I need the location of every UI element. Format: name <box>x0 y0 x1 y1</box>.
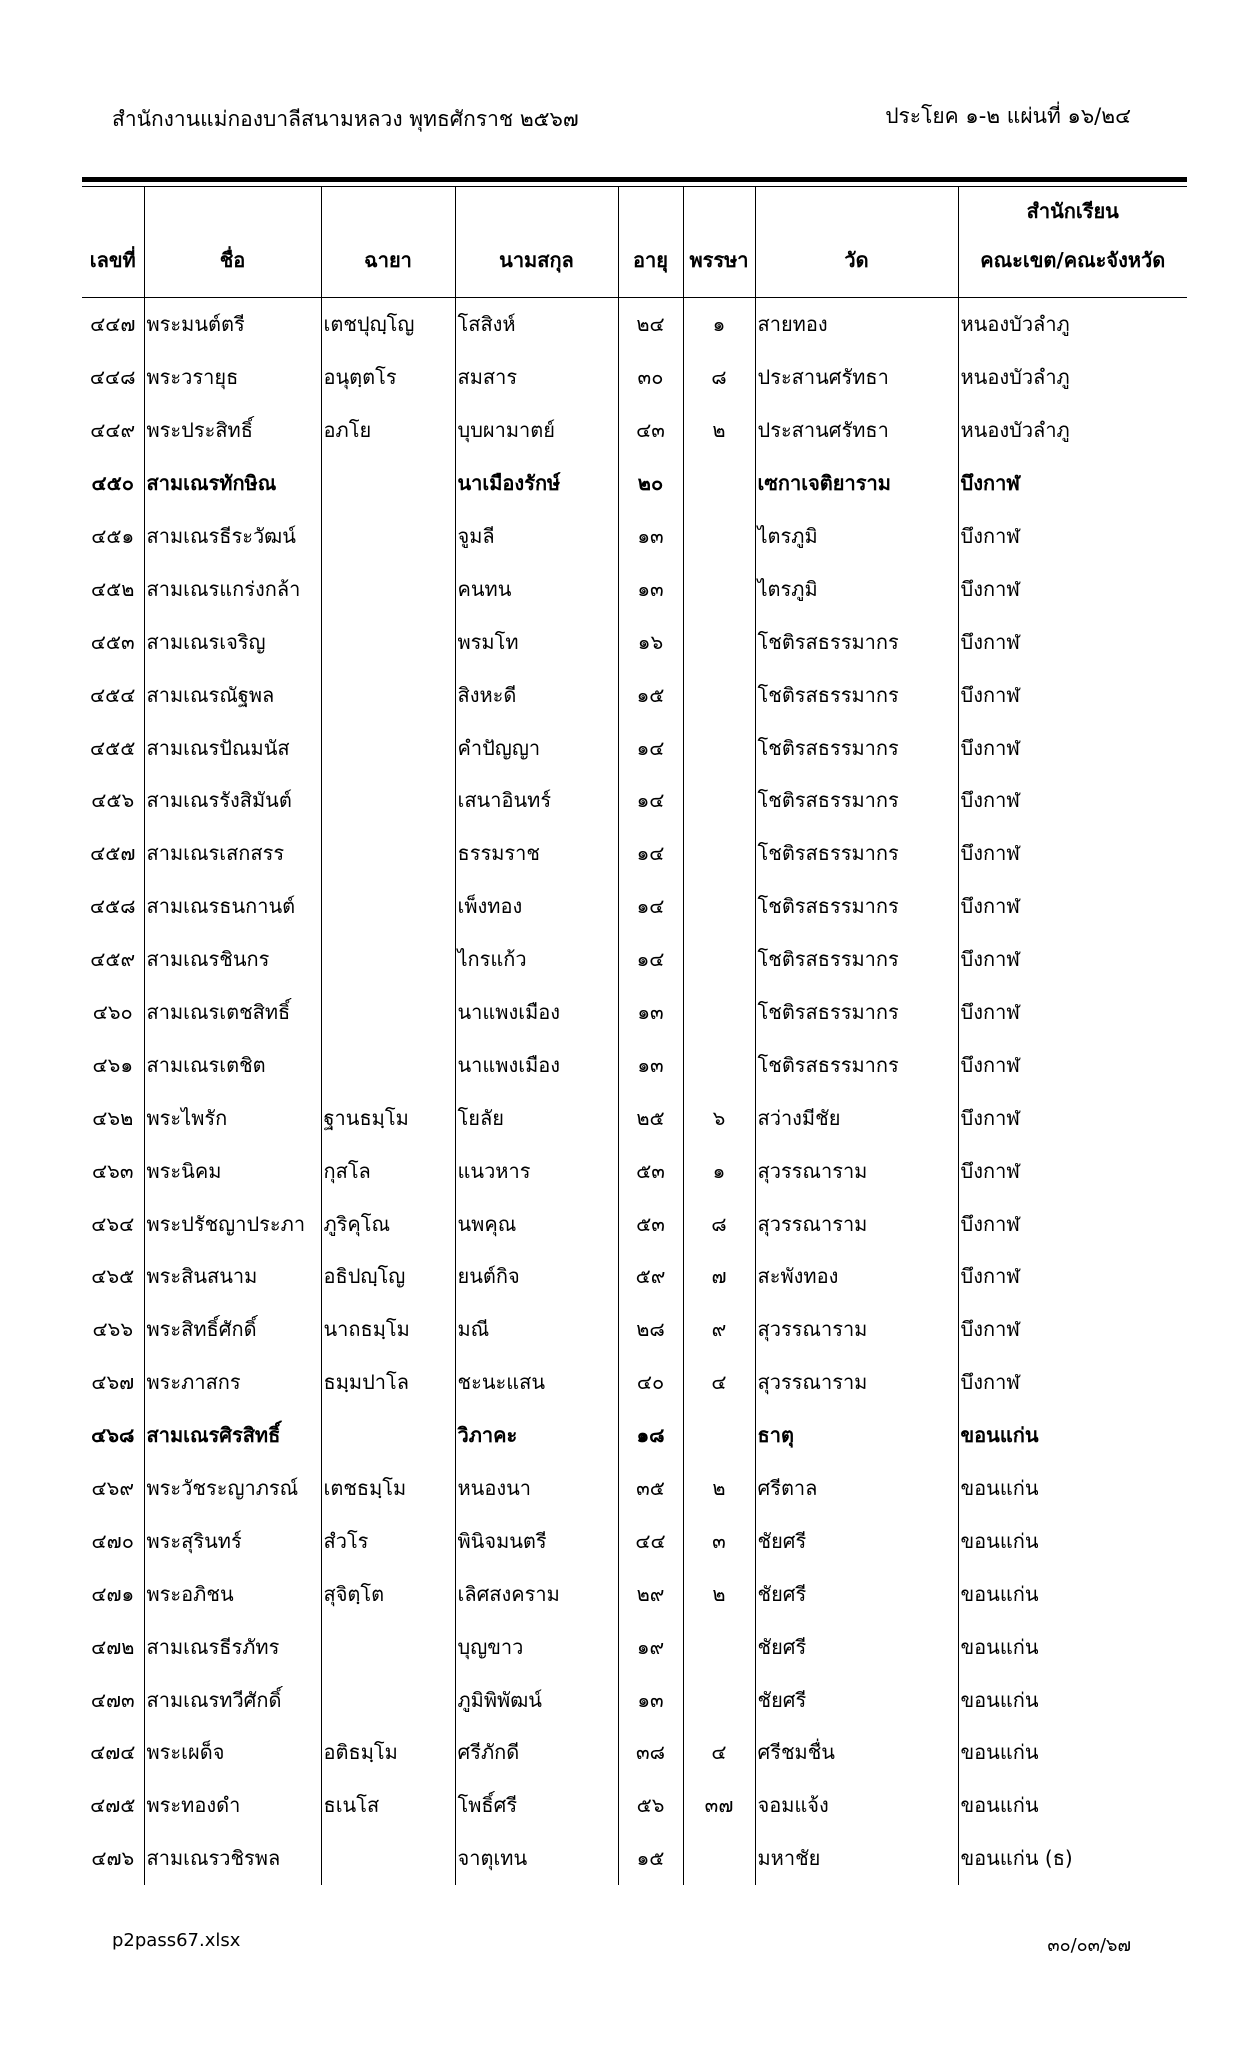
cell-surname: โยลัย <box>455 1091 618 1144</box>
cell-alias <box>321 880 455 933</box>
cell-no: ๔๕๕ <box>90 735 136 760</box>
cell-no: ๔๔๙ <box>90 418 136 443</box>
cell-school: บึงกาฬ <box>958 827 1187 880</box>
cell-surname: หนองนา <box>455 1462 618 1515</box>
cell-surname: เสนาอินทร์ <box>455 774 618 827</box>
cell-vassa: ๙ <box>683 1303 755 1356</box>
table-row <box>82 298 1187 351</box>
cell-temple: ศรีตาล <box>755 1462 958 1515</box>
col-header-school-line1: สำนักเรียน <box>1026 199 1119 223</box>
col-header-school <box>958 187 1187 298</box>
cell-no: ๔๕๘ <box>89 894 136 919</box>
header-sheet-number: ประโยค ๑-๒ แผ่นที่ ๑๖/๒๔ <box>885 104 1131 128</box>
cell-age: ๒๕ <box>618 1091 683 1144</box>
cell-vassa <box>683 1409 755 1462</box>
table-row <box>82 1726 1187 1779</box>
cell-alias: สุจิตฺโต <box>321 1567 455 1620</box>
cell-vassa <box>683 774 755 827</box>
cell-age: ๑๔ <box>618 721 683 774</box>
col-header-alias: ฉายา <box>321 187 455 298</box>
table-row <box>82 1620 1187 1673</box>
cell-school: ขอนแก่น <box>958 1726 1187 1779</box>
table-row <box>82 1409 1187 1462</box>
cell-no: ๔๕๓ <box>90 629 135 654</box>
cell-surname: บุญขาว <box>455 1620 618 1673</box>
cell-alias: นาถธมฺโม <box>321 1303 455 1356</box>
cell-temple: ไตรภูมิ <box>755 562 958 615</box>
cell-surname: คนทน <box>455 562 618 615</box>
cell-no: ๔๖๐ <box>92 1000 133 1025</box>
cell-alias: อภโย <box>321 404 455 457</box>
cell-age: ๕๙ <box>618 1250 683 1303</box>
cell-name: พระอภิชน <box>144 1567 321 1620</box>
cell-surname: ธรรมราช <box>455 827 618 880</box>
cell-alias <box>321 827 455 880</box>
table-row <box>82 986 1187 1039</box>
cell-no: ๔๗๖ <box>91 1846 135 1871</box>
cell-age: ๒๙ <box>618 1567 683 1620</box>
cell-school: ขอนแก่น <box>958 1514 1187 1567</box>
table-row <box>82 1038 1187 1091</box>
cell-age: ๒๘ <box>618 1303 683 1356</box>
cell-surname: พินิจมนตรี <box>455 1514 618 1567</box>
cell-no: ๔๗๕ <box>90 1793 136 1818</box>
cell-vassa <box>683 1832 755 1885</box>
cell-name: พระประสิทธิ์ <box>144 404 321 457</box>
cell-age: ๑๔ <box>618 880 683 933</box>
cell-temple: โชติรสธรรมากร <box>755 827 958 880</box>
cell-no: ๔๗๓ <box>90 1687 135 1712</box>
cell-school: บึงกาฬ <box>958 457 1187 510</box>
cell-surname: โพธิ์ศรี <box>455 1779 618 1832</box>
cell-surname: พรมโท <box>455 615 618 668</box>
cell-school: หนองบัวลำภู <box>958 351 1187 404</box>
cell-no: ๔๕๑ <box>91 524 135 548</box>
cell-name: สามเณรวชิรพล <box>144 1832 321 1885</box>
cell-vassa: ๘ <box>683 1197 755 1250</box>
cell-school: บึงกาฬ <box>958 1038 1187 1091</box>
cell-alias <box>321 1832 455 1885</box>
cell-vassa: ๑ <box>683 298 755 351</box>
cell-no: ๔๕๙ <box>90 947 136 972</box>
cell-no: ๔๕๒ <box>91 576 135 601</box>
cell-name: พระสินสนาม <box>144 1250 321 1303</box>
cell-no: ๔๖๗ <box>91 1370 135 1395</box>
cell-no: ๔๕๔ <box>90 682 136 707</box>
cell-school: บึงกาฬ <box>958 615 1187 668</box>
cell-name: สามเณรชินกร <box>144 933 321 986</box>
cell-no: ๔๕๐ <box>91 471 134 496</box>
col-header-temple: วัด <box>755 187 958 298</box>
cell-age: ๑๘ <box>618 1409 683 1462</box>
header-office-title: สำนักงานแม่กองบาลีสนามหลวง พุทธศักราช ๒๕๖๗ <box>112 107 579 131</box>
table-row <box>82 827 1187 880</box>
cell-no: ๔๕๗ <box>90 841 136 866</box>
cell-no: ๔๖๑ <box>92 1052 134 1077</box>
cell-no: ๔๖๘ <box>91 1423 135 1448</box>
cell-age: ๔๔ <box>618 1514 683 1567</box>
cell-alias <box>321 510 455 563</box>
table-row <box>82 1832 1187 1885</box>
cell-vassa: ๗ <box>683 1250 755 1303</box>
cell-temple: ประสานศรัทธา <box>755 351 958 404</box>
cell-school: ขอนแก่น <box>958 1462 1187 1515</box>
cell-surname: ยนต์กิจ <box>455 1250 618 1303</box>
cell-temple: ชัยศรี <box>755 1514 958 1567</box>
cell-name: สามเณรเตชิต <box>144 1038 321 1091</box>
cell-vassa <box>683 510 755 563</box>
cell-alias: สํวโร <box>321 1514 455 1567</box>
table-row <box>82 562 1187 615</box>
cell-vassa <box>683 457 755 510</box>
table-row <box>82 880 1187 933</box>
cell-alias <box>321 986 455 1039</box>
cell-temple: ชัยศรี <box>755 1673 958 1726</box>
cell-surname: ไกรแก้ว <box>455 933 618 986</box>
table-row <box>82 1673 1187 1726</box>
table-row <box>82 1197 1187 1250</box>
table-row <box>82 351 1187 404</box>
cell-age: ๑๖ <box>618 615 683 668</box>
cell-alias: ฐานธมฺโม <box>321 1091 455 1144</box>
cell-age: ๓๕ <box>618 1462 683 1515</box>
cell-age: ๑๓ <box>618 510 683 563</box>
cell-name: สามเณรธนกานต์ <box>144 880 321 933</box>
cell-no: ๔๗๒ <box>91 1634 135 1659</box>
cell-name: สามเณรศิรสิทธิ์ <box>144 1409 321 1462</box>
cell-name: สามเณรธีรภัทร <box>144 1620 321 1673</box>
cell-vassa <box>683 615 755 668</box>
cell-temple: โชติรสธรรมากร <box>755 880 958 933</box>
cell-surname: บุบผามาตย์ <box>455 404 618 457</box>
cell-school: ขอนแก่น (ธ) <box>958 1832 1187 1885</box>
cell-name: พระวรายุธ <box>144 351 321 404</box>
cell-vassa: ๖ <box>683 1091 755 1144</box>
cell-temple: ประสานศรัทธา <box>755 404 958 457</box>
cell-alias: อนุตฺตโร <box>321 351 455 404</box>
cell-vassa: ๓๗ <box>683 1779 755 1832</box>
cell-age: ๑๓ <box>618 1038 683 1091</box>
col-header-vassa: พรรษา <box>683 187 755 298</box>
cell-surname: นาแพงเมือง <box>455 986 618 1039</box>
cell-age: ๑๓ <box>618 1673 683 1726</box>
col-header-age: อายุ <box>618 187 683 298</box>
cell-temple: จอมแจ้ง <box>755 1779 958 1832</box>
cell-vassa <box>683 986 755 1039</box>
table-row <box>82 510 1187 563</box>
cell-age: ๑๓ <box>618 562 683 615</box>
cell-age: ๒๐ <box>618 457 683 510</box>
cell-school: ขอนแก่น <box>958 1673 1187 1726</box>
cell-surname: โสสิงห์ <box>455 298 618 351</box>
cell-alias <box>321 774 455 827</box>
cell-no: ๔๗๑ <box>91 1581 135 1606</box>
cell-name: พระภาสกร <box>144 1356 321 1409</box>
cell-alias <box>321 457 455 510</box>
cell-surname: นพคุณ <box>455 1197 618 1250</box>
table-row <box>82 774 1187 827</box>
cell-vassa: ๒ <box>683 1567 755 1620</box>
cell-name: พระไพรัก <box>144 1091 321 1144</box>
cell-age: ๓๐ <box>618 351 683 404</box>
cell-temple: ชัยศรี <box>755 1620 958 1673</box>
cell-alias <box>321 668 455 721</box>
cell-temple: สว่างมีชัย <box>755 1091 958 1144</box>
table-header-row <box>82 187 1187 298</box>
cell-age: ๑๔ <box>618 933 683 986</box>
cell-name: สามเณรแกร่งกล้า <box>144 562 321 615</box>
cell-vassa: ๓ <box>683 1514 755 1567</box>
results-table <box>82 187 1187 1885</box>
cell-age: ๑๙ <box>618 1620 683 1673</box>
cell-no: ๔๗๔ <box>90 1740 136 1765</box>
cell-vassa <box>683 721 755 774</box>
col-header-no: เลขที่ <box>82 187 144 298</box>
cell-school: บึงกาฬ <box>958 668 1187 721</box>
cell-name: พระมนต์ตรี <box>144 298 321 351</box>
cell-school: ขอนแก่น <box>958 1620 1187 1673</box>
cell-temple: โชติรสธรรมากร <box>755 774 958 827</box>
cell-school: ขอนแก่น <box>958 1779 1187 1832</box>
cell-age: ๑๔ <box>618 774 683 827</box>
table-row <box>82 457 1187 510</box>
cell-vassa: ๒ <box>683 404 755 457</box>
cell-surname: เพ็งทอง <box>455 880 618 933</box>
cell-school: บึงกาฬ <box>958 1144 1187 1197</box>
table-row <box>82 1514 1187 1567</box>
cell-age: ๑๕ <box>618 668 683 721</box>
cell-age: ๑๔ <box>618 827 683 880</box>
table-row <box>82 615 1187 668</box>
cell-surname: มณี <box>455 1303 618 1356</box>
cell-no: ๔๖๖ <box>92 1317 134 1342</box>
cell-surname: เลิศสงคราม <box>455 1567 618 1620</box>
cell-temple: มหาชัย <box>755 1832 958 1885</box>
cell-age: ๑๓ <box>618 986 683 1039</box>
cell-vassa <box>683 1038 755 1091</box>
cell-temple: โชติรสธรรมากร <box>755 668 958 721</box>
cell-no: ๔๔๘ <box>89 365 136 390</box>
cell-surname: นาแพงเมือง <box>455 1038 618 1091</box>
cell-age: ๔๐ <box>618 1356 683 1409</box>
cell-school: บึงกาฬ <box>958 721 1187 774</box>
cell-age: ๕๓ <box>618 1144 683 1197</box>
table-body <box>82 298 1187 1885</box>
cell-alias <box>321 1620 455 1673</box>
cell-alias: ภูริคุโณ <box>321 1197 455 1250</box>
cell-temple: โชติรสธรรมากร <box>755 986 958 1039</box>
cell-surname: วิภาคะ <box>455 1409 618 1462</box>
footer-filename: p2pass67.xlsx <box>112 1930 241 1951</box>
cell-surname: สิงหะดี <box>455 668 618 721</box>
table-row <box>82 404 1187 457</box>
cell-alias <box>321 721 455 774</box>
cell-surname: ศรีภักดี <box>455 1726 618 1779</box>
cell-surname: จูมลี <box>455 510 618 563</box>
cell-vassa: ๘ <box>683 351 755 404</box>
cell-alias: กุสโล <box>321 1144 455 1197</box>
cell-age: ๒๔ <box>618 298 683 351</box>
cell-school: ขอนแก่น <box>958 1567 1187 1620</box>
cell-school: บึงกาฬ <box>958 1197 1187 1250</box>
table-row <box>82 1303 1187 1356</box>
cell-temple: สะพังทอง <box>755 1250 958 1303</box>
cell-surname: แนวหาร <box>455 1144 618 1197</box>
cell-name: พระวัชระญาภรณ์ <box>144 1462 321 1515</box>
cell-age: ๕๖ <box>618 1779 683 1832</box>
cell-school: บึงกาฬ <box>958 1356 1187 1409</box>
cell-name: พระสุรินทร์ <box>144 1514 321 1567</box>
cell-temple: สุวรรณาราม <box>755 1356 958 1409</box>
cell-alias: อธิปญฺโญ <box>321 1250 455 1303</box>
cell-age: ๕๓ <box>618 1197 683 1250</box>
cell-school: บึงกาฬ <box>958 986 1187 1039</box>
cell-name: พระสิทธิ์ศักดิ์ <box>144 1303 321 1356</box>
cell-vassa: ๒ <box>683 1462 755 1515</box>
cell-alias: ธมฺมปาโล <box>321 1356 455 1409</box>
cell-school: บึงกาฬ <box>958 933 1187 986</box>
cell-school: บึงกาฬ <box>958 1303 1187 1356</box>
cell-surname: นาเมืองรักษ์ <box>455 457 618 510</box>
cell-age: ๑๕ <box>618 1832 683 1885</box>
cell-temple: โชติรสธรรมากร <box>755 615 958 668</box>
table-row <box>82 721 1187 774</box>
cell-vassa <box>683 668 755 721</box>
cell-school: บึงกาฬ <box>958 510 1187 563</box>
cell-vassa <box>683 1673 755 1726</box>
col-header-surname: นามสกุล <box>455 187 618 298</box>
cell-alias: เตชปุญฺโญ <box>321 298 455 351</box>
cell-surname: ภูมิพิพัฒน์ <box>455 1673 618 1726</box>
cell-school: บึงกาฬ <box>958 1250 1187 1303</box>
cell-surname: คำปัญญา <box>455 721 618 774</box>
cell-no: ๔๖๔ <box>91 1211 135 1236</box>
cell-temple: สุวรรณาราม <box>755 1144 958 1197</box>
cell-no: ๔๖๙ <box>91 1476 134 1501</box>
cell-temple: ธาตุ <box>755 1409 958 1462</box>
cell-temple: ไตรภูมิ <box>755 510 958 563</box>
table-row <box>82 668 1187 721</box>
cell-name: สามเณรณัฐพล <box>144 668 321 721</box>
cell-school: บึงกาฬ <box>958 880 1187 933</box>
cell-vassa <box>683 827 755 880</box>
cell-surname: จาตุเทน <box>455 1832 618 1885</box>
cell-name: พระเผด็จ <box>144 1726 321 1779</box>
cell-temple: สุวรรณาราม <box>755 1303 958 1356</box>
cell-name: สามเณรรังสิมันต์ <box>144 774 321 827</box>
cell-alias <box>321 1038 455 1091</box>
cell-vassa: ๑ <box>683 1144 755 1197</box>
cell-surname: ชะนะแสน <box>455 1356 618 1409</box>
cell-vassa: ๔ <box>683 1356 755 1409</box>
cell-temple: สุวรรณาราม <box>755 1197 958 1250</box>
cell-surname: สมสาร <box>455 351 618 404</box>
cell-school: บึงกาฬ <box>958 1091 1187 1144</box>
cell-age: ๓๘ <box>618 1726 683 1779</box>
cell-vassa <box>683 562 755 615</box>
table-row <box>82 1356 1187 1409</box>
cell-age: ๔๓ <box>618 404 683 457</box>
cell-name: สามเณรทวีศักดิ์ <box>144 1673 321 1726</box>
cell-name: พระทองดำ <box>144 1779 321 1832</box>
cell-school: หนองบัวลำภู <box>958 298 1187 351</box>
cell-temple: ชัยศรี <box>755 1567 958 1620</box>
cell-name: พระนิคม <box>144 1144 321 1197</box>
cell-no: ๔๔๗ <box>90 312 136 337</box>
cell-alias: ธเนโส <box>321 1779 455 1832</box>
cell-no: ๔๖๕ <box>91 1264 135 1289</box>
cell-vassa <box>683 880 755 933</box>
col-header-name: ชื่อ <box>144 187 321 298</box>
cell-name: สามเณรเสกสรร <box>144 827 321 880</box>
table-row <box>82 1779 1187 1832</box>
cell-alias <box>321 615 455 668</box>
cell-alias <box>321 933 455 986</box>
cell-alias: อติธมฺโม <box>321 1726 455 1779</box>
cell-vassa <box>683 1620 755 1673</box>
cell-alias <box>321 1409 455 1462</box>
cell-temple: โชติรสธรรมากร <box>755 1038 958 1091</box>
cell-name: พระปรัชญาประภา <box>144 1197 321 1250</box>
header-rule-thick <box>82 177 1187 182</box>
table-row <box>82 933 1187 986</box>
cell-alias <box>321 1673 455 1726</box>
table-row <box>82 1567 1187 1620</box>
cell-temple: สายทอง <box>755 298 958 351</box>
table-row <box>82 1144 1187 1197</box>
cell-alias <box>321 562 455 615</box>
table-row <box>82 1462 1187 1515</box>
col-header-school-line2: คณะเขต/คณะจังหวัด <box>980 248 1166 272</box>
cell-school: ขอนแก่น <box>958 1409 1187 1462</box>
cell-temple: โชติรสธรรมากร <box>755 933 958 986</box>
table-row <box>82 1250 1187 1303</box>
cell-vassa: ๔ <box>683 1726 755 1779</box>
cell-name: สามเณรธีระวัฒน์ <box>144 510 321 563</box>
cell-temple: เซกาเจติยาราม <box>755 457 958 510</box>
cell-no: ๔๖๒ <box>92 1105 134 1130</box>
cell-name: สามเณรทักษิณ <box>144 457 321 510</box>
cell-school: หนองบัวลำภู <box>958 404 1187 457</box>
cell-no: ๔๗๐ <box>91 1528 134 1553</box>
cell-no: ๔๖๓ <box>91 1158 134 1183</box>
cell-temple: ศรีชมชื่น <box>755 1726 958 1779</box>
cell-name: สามเณรเจริญ <box>144 615 321 668</box>
table-row <box>82 1091 1187 1144</box>
cell-temple: โชติรสธรรมากร <box>755 721 958 774</box>
cell-school: บึงกาฬ <box>958 562 1187 615</box>
cell-name: สามเณรปัณมนัส <box>144 721 321 774</box>
cell-no: ๔๕๖ <box>91 788 135 813</box>
footer-date: ๓๐/๐๓/๖๗ <box>1047 1935 1131 1956</box>
cell-alias: เตชธมฺโม <box>321 1462 455 1515</box>
cell-school: บึงกาฬ <box>958 774 1187 827</box>
cell-vassa <box>683 933 755 986</box>
cell-name: สามเณรเตชสิทธิ์ <box>144 986 321 1039</box>
